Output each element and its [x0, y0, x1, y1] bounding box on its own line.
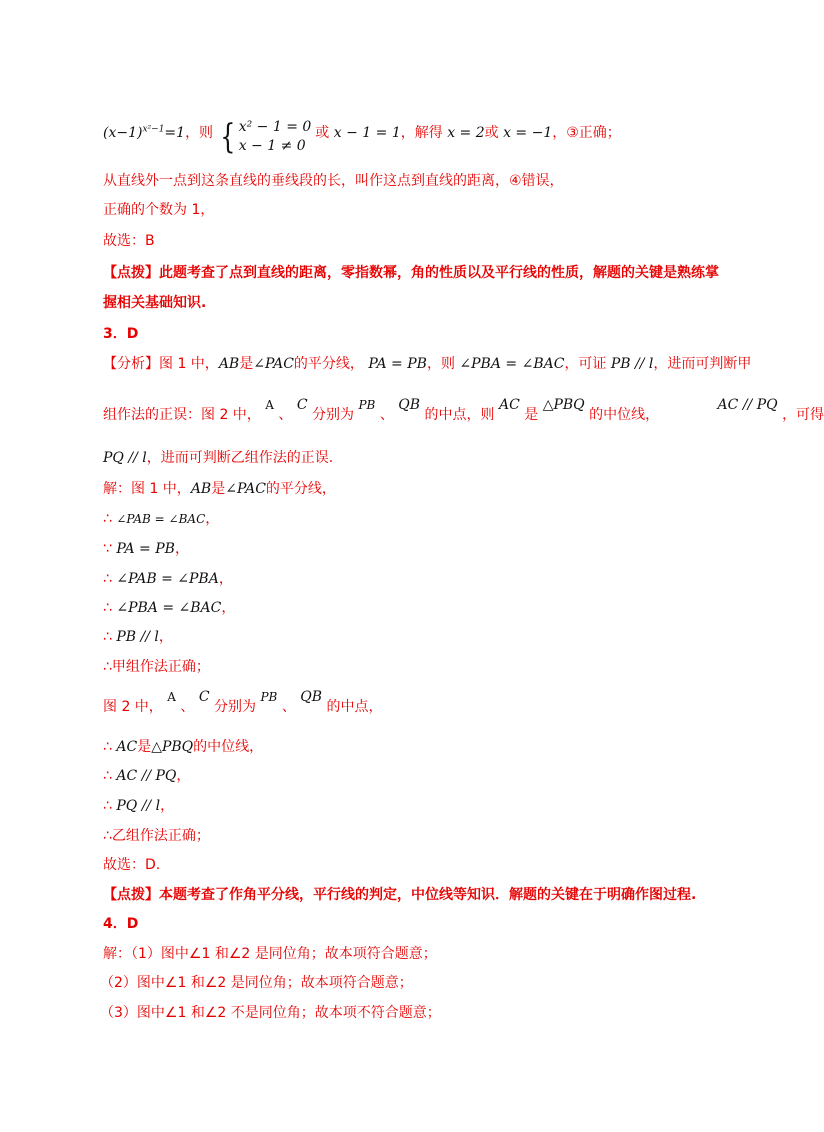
text: 、 — [278, 407, 293, 423]
answer-heading: 4．D — [103, 916, 139, 932]
text: 的中点，则 — [424, 407, 495, 423]
text: ，进而可判断乙组作法的正误. — [146, 450, 334, 466]
text: ， — [176, 768, 191, 784]
therefore-symbol: ∴ — [103, 600, 117, 616]
text: 是 — [137, 739, 152, 755]
math-expression: AC — [116, 739, 138, 755]
therefore-symbol: ∴ — [103, 571, 117, 587]
text: ，进而可判断甲 — [653, 356, 752, 372]
therefore-symbol: ∴ — [103, 511, 117, 527]
math-expression: (x−1) — [103, 125, 143, 141]
math-expression: PQ // l — [103, 450, 147, 466]
solution-line: （2）图中∠1 和∠2 是同位角；故本项符合题意； — [100, 975, 413, 991]
text: 、 — [180, 699, 195, 715]
text: 是 — [239, 356, 254, 372]
text: ， — [205, 511, 220, 527]
text: 组作法的正误：图 2 中， — [103, 407, 261, 423]
math-expression: ∠PAB = ∠BAC — [116, 512, 206, 526]
math-expression: △PBQ — [151, 739, 194, 755]
text: 的平分线， — [265, 481, 336, 497]
answer-heading: 3．D — [103, 326, 139, 342]
math-expression: PA = PB — [368, 356, 427, 372]
paragraph-line: 【点拨】本题考查了作角平分线，平行线的判定，中位线等知识．解题的关键在于明确作图过程. — [103, 887, 697, 903]
text: 的中位线， — [193, 739, 264, 755]
math-expression: A — [265, 398, 274, 412]
text: ， — [174, 541, 189, 557]
brace-icon: { — [220, 117, 236, 157]
math-expression: ∠PAB = ∠PBA — [116, 571, 219, 587]
math-expression: C — [198, 689, 210, 705]
solution-line — [103, 627, 173, 647]
text: ，则 — [426, 356, 455, 372]
math-expression: PQ // l — [116, 798, 161, 814]
paragraph-line: 正确的个数为 1， — [103, 202, 215, 218]
math-expression: ∠PAC — [253, 356, 294, 372]
math-expression: AC // PQ — [717, 397, 778, 413]
text: 的中位线， — [589, 407, 660, 423]
because-symbol: ∵ — [103, 541, 117, 557]
text: 是 — [524, 407, 539, 423]
therefore-symbol: ∴ — [103, 798, 117, 814]
solution-line: （3）图中∠1 和∠2 不是同位角；故本项不符合题意； — [100, 1005, 441, 1021]
text: ，可得 — [782, 407, 824, 423]
solution-line — [103, 569, 233, 589]
math-expression: PB // l — [116, 629, 159, 645]
math-expression: PB // l — [610, 356, 654, 372]
solution-line — [103, 766, 190, 786]
math-expression: AB — [218, 356, 240, 372]
text: 解：图 1 中， — [103, 481, 191, 497]
math-expression: PB — [260, 690, 278, 704]
solution-line — [103, 479, 336, 499]
math-expression: x − 1 = 1 — [333, 125, 401, 141]
paragraph-line: 【点拨】此题考查了点到直线的距离，零指数幂，角的性质以及平行线的性质，解题的关键是熟练掌 — [103, 265, 719, 281]
solution-line — [103, 598, 235, 618]
solution-line — [103, 796, 174, 816]
text: 是 — [211, 481, 226, 497]
solution-line: ∴甲组作法正确； — [103, 659, 210, 675]
math-expression: △PBQ — [542, 397, 585, 413]
solution-line: 故选：D. — [103, 857, 161, 873]
solution-line — [103, 737, 263, 757]
math-expression: ∠PBA = ∠BAC — [459, 356, 565, 372]
text: ，则 — [185, 125, 214, 141]
solution-line: 解：（1）图中∠1 和∠2 是同位角；故本项符合题意； — [103, 946, 437, 962]
text: 的平分线， — [293, 356, 364, 372]
text: 的中点， — [326, 699, 383, 715]
math-expression: ∠PBA = ∠BAC — [116, 600, 222, 616]
text: ， — [218, 571, 233, 587]
analysis-line — [103, 397, 824, 425]
math-expression: AB — [190, 481, 212, 497]
paragraph-line: 故选：B — [103, 233, 155, 249]
text: 、 — [379, 407, 394, 423]
text: ，解得 — [400, 125, 443, 141]
math-expression: AC — [498, 397, 520, 413]
solution-line — [103, 689, 383, 717]
solution-line: ∴乙组作法正确； — [103, 828, 210, 844]
math-expression: PA = PB — [116, 541, 175, 557]
equation-system — [217, 118, 311, 156]
solution-line — [103, 539, 189, 559]
math-expression: A — [167, 690, 176, 704]
therefore-symbol: ∴ — [103, 629, 117, 645]
text: 分别为 — [214, 699, 257, 715]
line-equation-system — [103, 114, 621, 157]
text: 、 — [281, 699, 296, 715]
text: 或 — [315, 125, 330, 141]
math-expression: x = 2 — [447, 125, 485, 141]
solution-line — [103, 509, 219, 529]
text: ， — [160, 798, 175, 814]
analysis-line — [103, 354, 751, 374]
math-expression: =1 — [164, 125, 186, 141]
paragraph-line: 握相关基础知识. — [103, 295, 207, 311]
math-expression: C — [296, 397, 308, 413]
math-expression: QB — [300, 689, 323, 705]
math-expression: ∠PAC — [225, 481, 266, 497]
text: 图 2 中， — [103, 699, 163, 715]
text: ，可证 — [564, 356, 607, 372]
paragraph-line: 从直线外一点到这条直线的垂线段的长，叫作这点到直线的距离，④错误， — [103, 173, 564, 189]
text: ， — [221, 600, 236, 616]
text: 【分析】图 1 中， — [103, 356, 219, 372]
text: 分别为 — [312, 407, 355, 423]
text: ，③正确； — [552, 125, 621, 141]
text: ， — [158, 629, 173, 645]
math-expression: QB — [398, 397, 421, 413]
text: 或 — [484, 125, 499, 141]
math-expression: x = −1 — [503, 125, 553, 141]
therefore-symbol: ∴ — [103, 739, 117, 755]
analysis-line — [103, 448, 333, 468]
system-row: x − 1 ≠ 0 — [238, 138, 306, 154]
math-expression: AC // PQ — [116, 768, 177, 784]
system-row: x² − 1 = 0 — [238, 119, 312, 135]
math-exponent: x²−1 — [142, 124, 165, 135]
therefore-symbol: ∴ — [103, 768, 117, 784]
math-expression: PB — [358, 398, 376, 412]
